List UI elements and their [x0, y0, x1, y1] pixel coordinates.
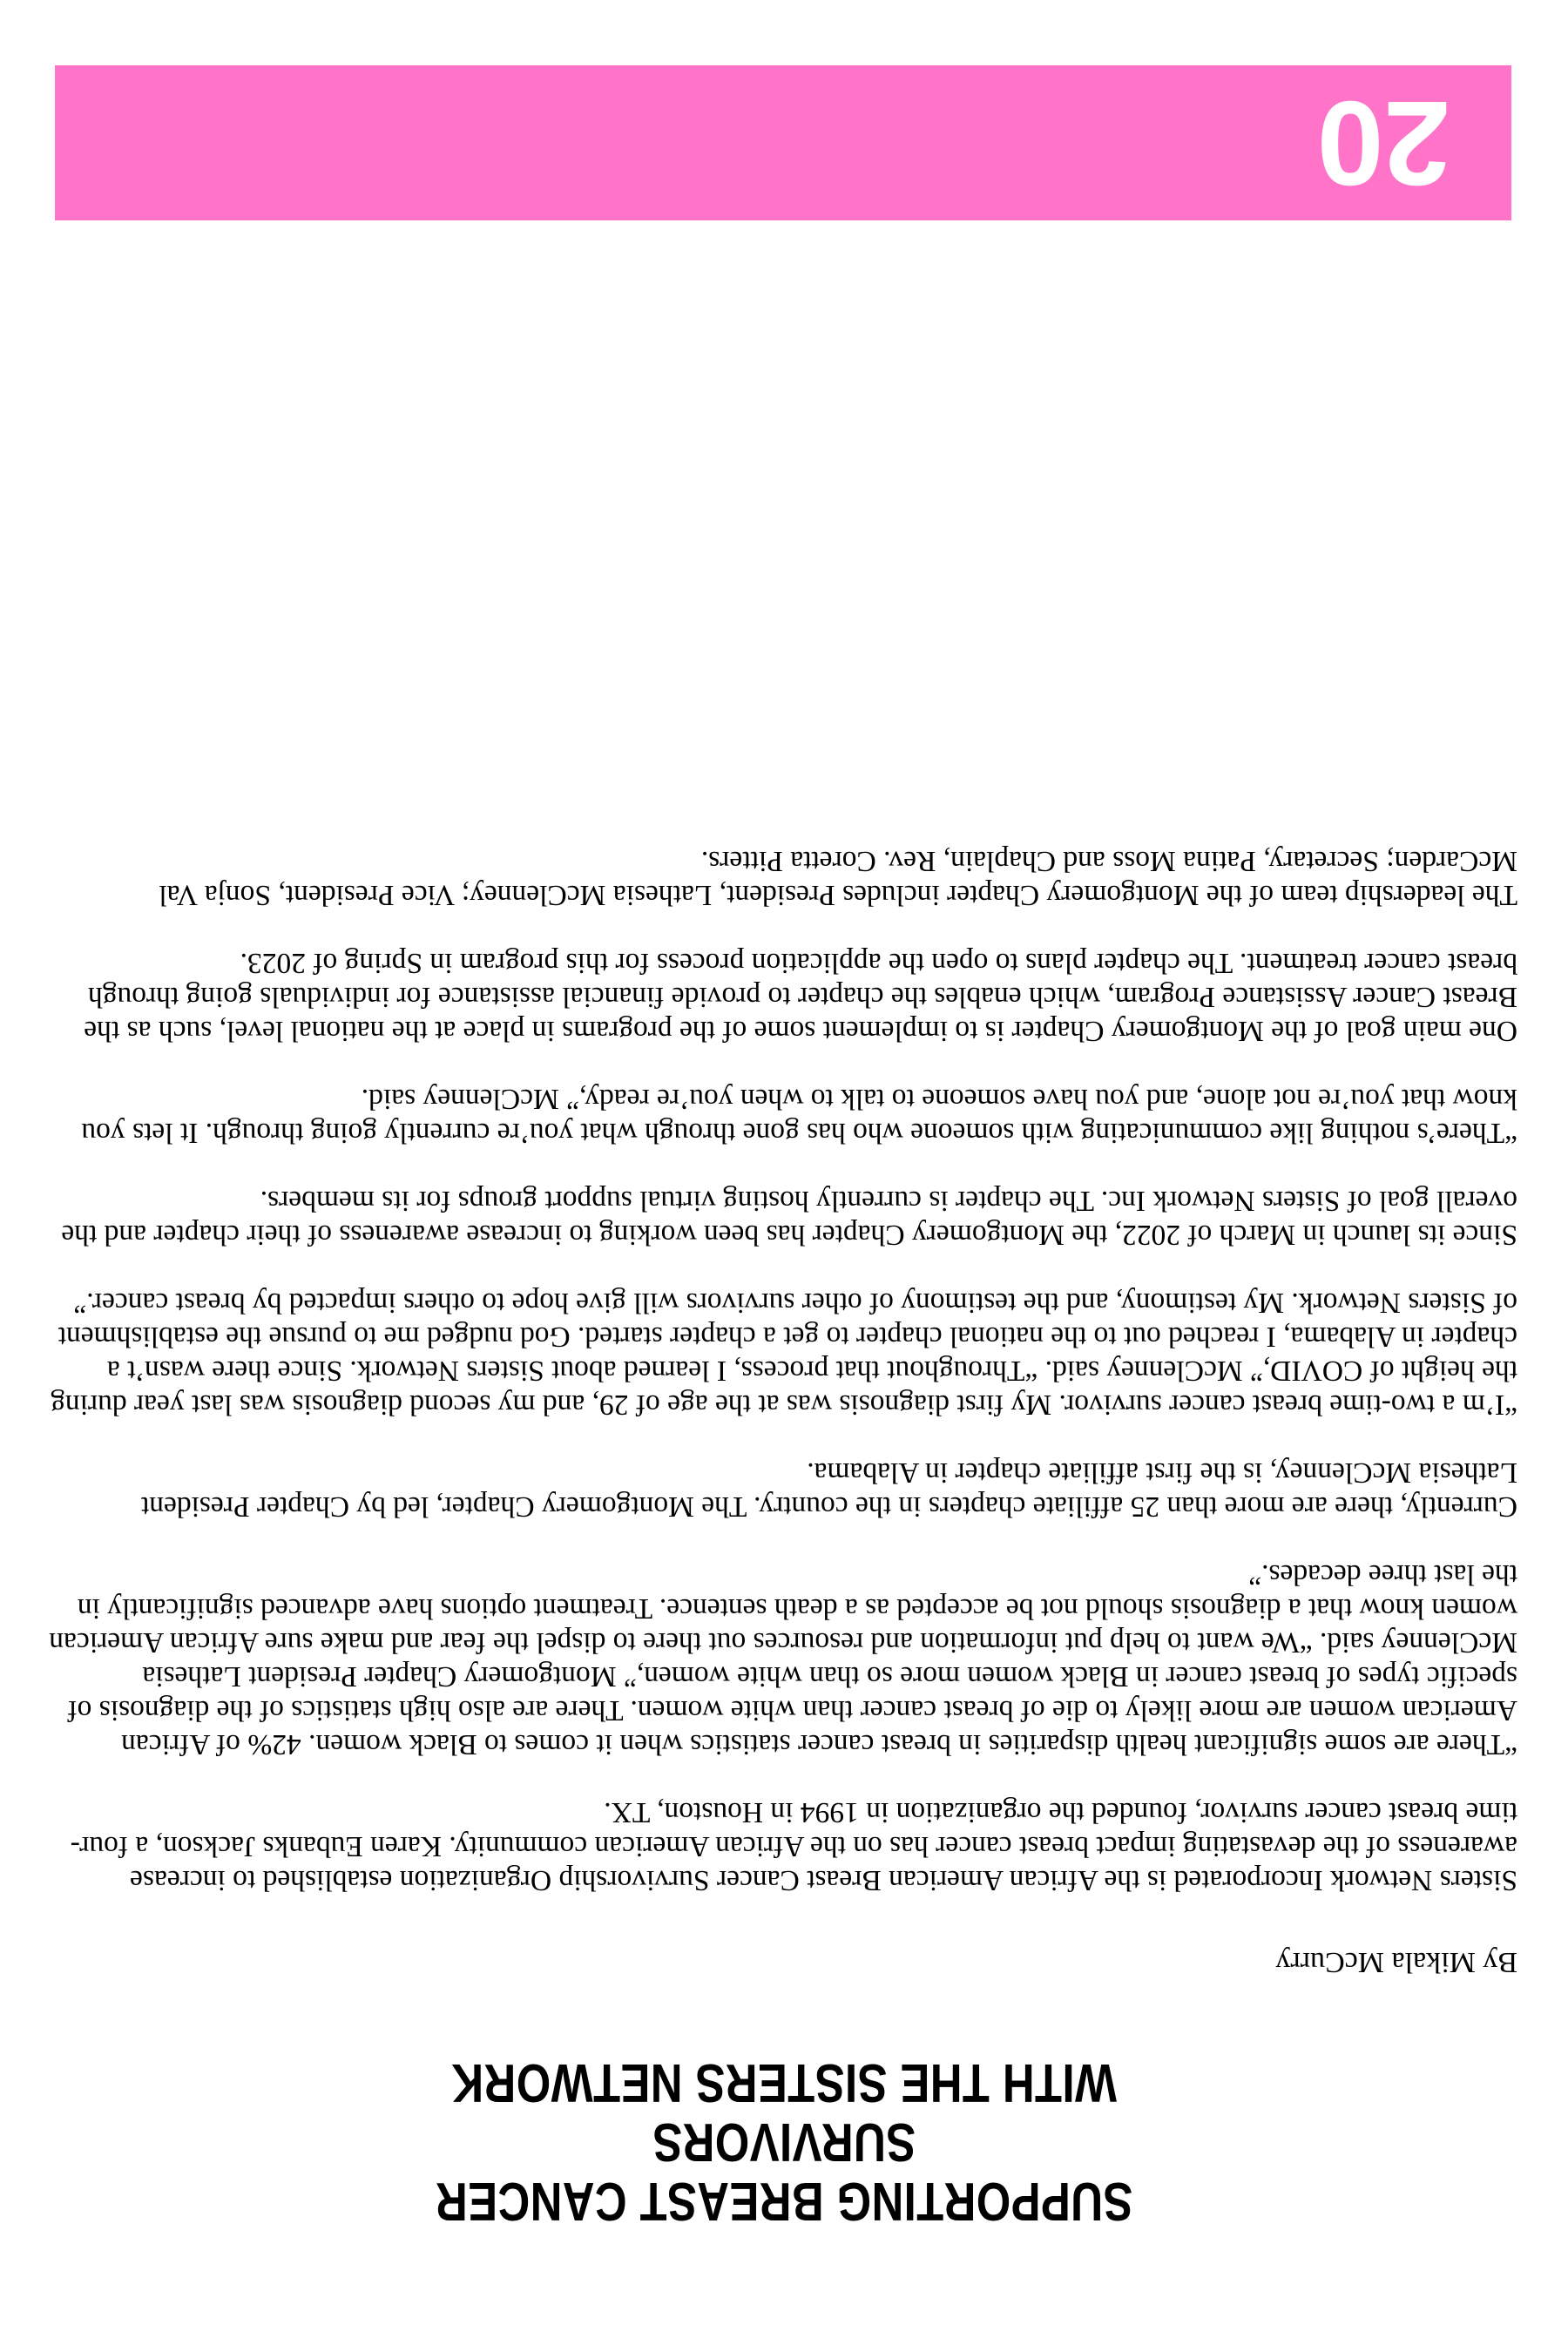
article-paragraph: Currently, there are more than 25 affiliate chapters in the country. The Montgomery Chapter, led by Chapter President Lathesia McClenney, is the first affiliate chapter in Alabama.: [140, 1456, 1517, 1523]
article-paragraph: The leadership team of the Montgomery Chapter includes President, Lathesia McClenney; Vice President, Sonja Val McCarden; Secretary, Patina Moss and Chaplain, Rev. Coretta Pitters.: [159, 845, 1517, 911]
page-number: 20: [1316, 76, 1450, 210]
article-paragraph: Since its launch in March of 2022, the Montgomery Chapter has been working to increase awareness of their chapter and the overall goal of Sisters Network Inc. The chapter is currently hosting virtual support groups for its members.: [61, 1185, 1517, 1251]
article-paragraph: One main goal of the Montgomery Chapter is to implement some of the programs in place at the national level, such as the Breast Cancer Assistance Program, which enables the chapter to provide financial assistance for individuals going through breast cancer treatment. The chapter plans to open the application process for this program in Spring of 2023.: [84, 947, 1517, 1047]
headline-line-1: SUPPORTING BREAST CANCER SURVIVORS: [435, 2112, 1133, 2231]
article-body: [45, 810, 1517, 1897]
article-paragraph: “I’m a two-time breast cancer survivor. My first diagnosis was at the age of 29, and my second diagnosis was last year during the height of COVID,” McClenney said. “Throughout that process, I learned about Sisters Network. Since there wasn’t a chapter in Alabama, I reached out to the national chapter to get a chapter started. God nudged me to pursue the establishment of Sisters Network. My testimony, and the testimony of other survivors will give hope to others impacted by breast cancer.”: [51, 1287, 1517, 1421]
article-headline: [355, 2052, 1213, 2230]
headline-line-2: WITH THE SISTERS NETWORK: [451, 2052, 1117, 2112]
article-paragraph: “There’s nothing like communicating with someone who has gone through what you’re currently going through. It lets you know that you’re not alone, and you have someone to talk to when you’re ready,” McClenney said.: [81, 1083, 1517, 1149]
article-byline: By Mikala McCurry: [1275, 1946, 1517, 1978]
page-number-band: [55, 65, 1511, 220]
article-paragraph: Sisters Network Incorporated is the African American Breast Cancer Survivorship Organization established to increase awareness of the devastating impact breast cancer has on the African American community. Karen Eubanks Jackson, a four-time breast cancer survivor, founded the organization in 1994 in Houston, TX.: [70, 1796, 1517, 1896]
article-paragraph: “There are some significant health disparities in breast cancer statistics when it comes to Black women. 42% of African American women are more likely to die of breast cancer than white women. There are also high statistics of the diagnosis of specific types of breast cancer in Black women more so than white women,” Montgomery Chapter President Lathesia McClenney said. “We want to help put information and resources out there to dispel the fear and make sure African American women know that a diagnosis should not be accepted as a death sentence. Treatment options have advanced significantly in the last three decades.”: [49, 1558, 1517, 1761]
